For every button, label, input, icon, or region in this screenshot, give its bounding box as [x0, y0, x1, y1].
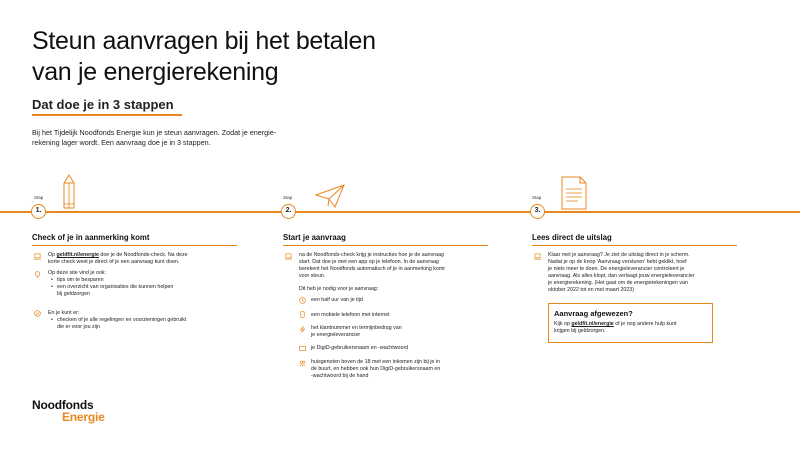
need-item-housemates-line: -wachtwoord bij de hand [311, 373, 369, 379]
step-3-stop-label: Stap [532, 195, 542, 200]
intro-text [32, 128, 332, 148]
check-circle-icon [34, 310, 41, 317]
col2-intro-line: berekent het Noodfonds automatisch of je in aanmerking komt [299, 266, 445, 272]
id-card-icon [299, 345, 306, 352]
pencil-icon [62, 174, 76, 210]
step-1-stop-label: Stap [34, 195, 44, 200]
people-icon [299, 360, 306, 367]
col3-text [548, 252, 748, 294]
list-item: • tips om te besparen [57, 277, 238, 284]
col1-item-3 [48, 310, 238, 331]
title-line-2: van je energierekening [32, 58, 279, 86]
step-2-number: 2. [281, 204, 296, 219]
subtitle-underline [32, 114, 182, 116]
intro-line-1: Bij het Tijdelijk Noodfonds Energie kun je steun aanvragen. Zodat je energie- [32, 128, 277, 137]
rejected-box-title: Aanvraag afgewezen? [554, 309, 633, 318]
col2-intro-line: start. Dat doe je met een app op je telefoon. In de aanvraag [299, 259, 439, 265]
need-item-housemates-line: huisgenoten boven de 18 met een inkomen zijn bij je in [311, 359, 440, 365]
col3-line: oktober 2022 tot en met maart 2023) [548, 287, 634, 293]
col1-item-2-list [48, 277, 238, 291]
title-line-1: Steun aanvragen bij het betalen [32, 27, 376, 55]
logo-noodfonds: Noodfonds [32, 398, 94, 412]
col1-item-1-line-2: korte check weet je direct of je een aanvraag kunt doen. [48, 259, 180, 265]
col1-item-3-title: En je kunt er: [48, 310, 80, 316]
step-2-stop-label: Stap [283, 195, 293, 200]
list-item: • een overzicht van organisaties die kunnen helpen [57, 284, 238, 291]
col1-item-2 [48, 270, 238, 298]
col3-line: aanvraag. Als alles klopt, dan verlaagt jouw energieleverancier [548, 273, 695, 279]
step-3-number: 3. [530, 204, 545, 219]
need-item-housemates [311, 359, 491, 380]
col2-intro-line: na de Noodfonds-check krijg je instructies hoe je de aanvraag [299, 252, 444, 258]
col3-line: Klaar met je aanvraag? Je ziet de uitslag direct in je scherm. [548, 252, 690, 258]
rejected-box-suffix: of je nog andere hulp kunt [613, 321, 677, 327]
rejected-box-line-2: krijgen bij geldzorgen. [554, 328, 606, 334]
col1-item-1-prefix: Op [48, 252, 57, 258]
rejected-box-prefix: Kijk op [554, 321, 572, 327]
logo-energie: Energie [62, 410, 105, 424]
need-item-energy-line: je energieleverancier [311, 332, 361, 338]
col1-item-1-suffix: doe je de Noodfonds-check. Na deze [98, 252, 188, 258]
col3-line: je energierekening. (Het gaat om de energierekeningen van [548, 280, 688, 286]
col1-item-1 [48, 252, 238, 266]
geldfit-link[interactable]: geldfit.nl/energie [56, 252, 99, 258]
geldfit-link-box[interactable]: geldfit.nl/energie [571, 321, 614, 327]
intro-line-2: rekening lager wordt. Een aanvraag doe je in 3 stappen. [32, 138, 211, 147]
step-2-divider [283, 245, 488, 246]
step-1-number: 1. [31, 204, 46, 219]
need-item-energy [311, 325, 402, 339]
rejected-box-text [554, 321, 709, 335]
step-3-title: Lees direct de uitslag [532, 233, 612, 242]
laptop-icon [534, 253, 541, 260]
col2-intro-line: voor steun. [299, 273, 326, 279]
clock-icon [299, 297, 306, 304]
list-item-continuation: bij geldzorgen [57, 291, 90, 297]
need-item-time: een half uur van je tijd [311, 297, 363, 303]
page-title [32, 26, 376, 88]
col1-item-2-title: Op deze site vind je ook: [48, 270, 107, 276]
document-icon [560, 176, 588, 210]
paper-plane-icon [315, 184, 345, 208]
need-item-phone: een mobiele telefoon met internet [311, 312, 390, 318]
list-item: • checken of je alle regelingen en voorzieningen gebruikt [57, 317, 238, 324]
laptop-icon [285, 253, 292, 260]
subtitle: Dat doe je in 3 stappen [32, 97, 174, 112]
col2-need-title: Dit heb je nodig voor je aanvraag: [299, 286, 379, 292]
lightning-icon [299, 326, 306, 333]
phone-icon [299, 311, 306, 318]
col2-intro [299, 252, 489, 280]
need-item-digid: je DigiD-gebruikersnaam en -wachtwoord [311, 345, 409, 351]
lightbulb-icon [34, 271, 41, 278]
step-2-title: Start je aanvraag [283, 233, 346, 242]
step-1-title: Check of je in aanmerking komt [32, 233, 150, 242]
need-item-energy-line: het klantnummer en termijnbedrag van [311, 325, 402, 331]
laptop-icon [34, 253, 41, 260]
step-3-divider [532, 245, 737, 246]
timeline-line [0, 211, 800, 213]
step-1-divider [32, 245, 237, 246]
list-item-continuation: die er voor jou zijn [57, 324, 100, 330]
col3-line: Nadat je op de knop 'Aanvraag versturen' hebt geklikt, hoef [548, 259, 687, 265]
need-item-housemates-line: de buurt, en hebben ook hun DigiD-gebruikersnaam en [311, 366, 441, 372]
rejected-info-box [548, 303, 713, 343]
col1-item-3-list [48, 317, 238, 324]
col3-line: je niets meer te doen. De energieleverancier controleert je [548, 266, 685, 272]
